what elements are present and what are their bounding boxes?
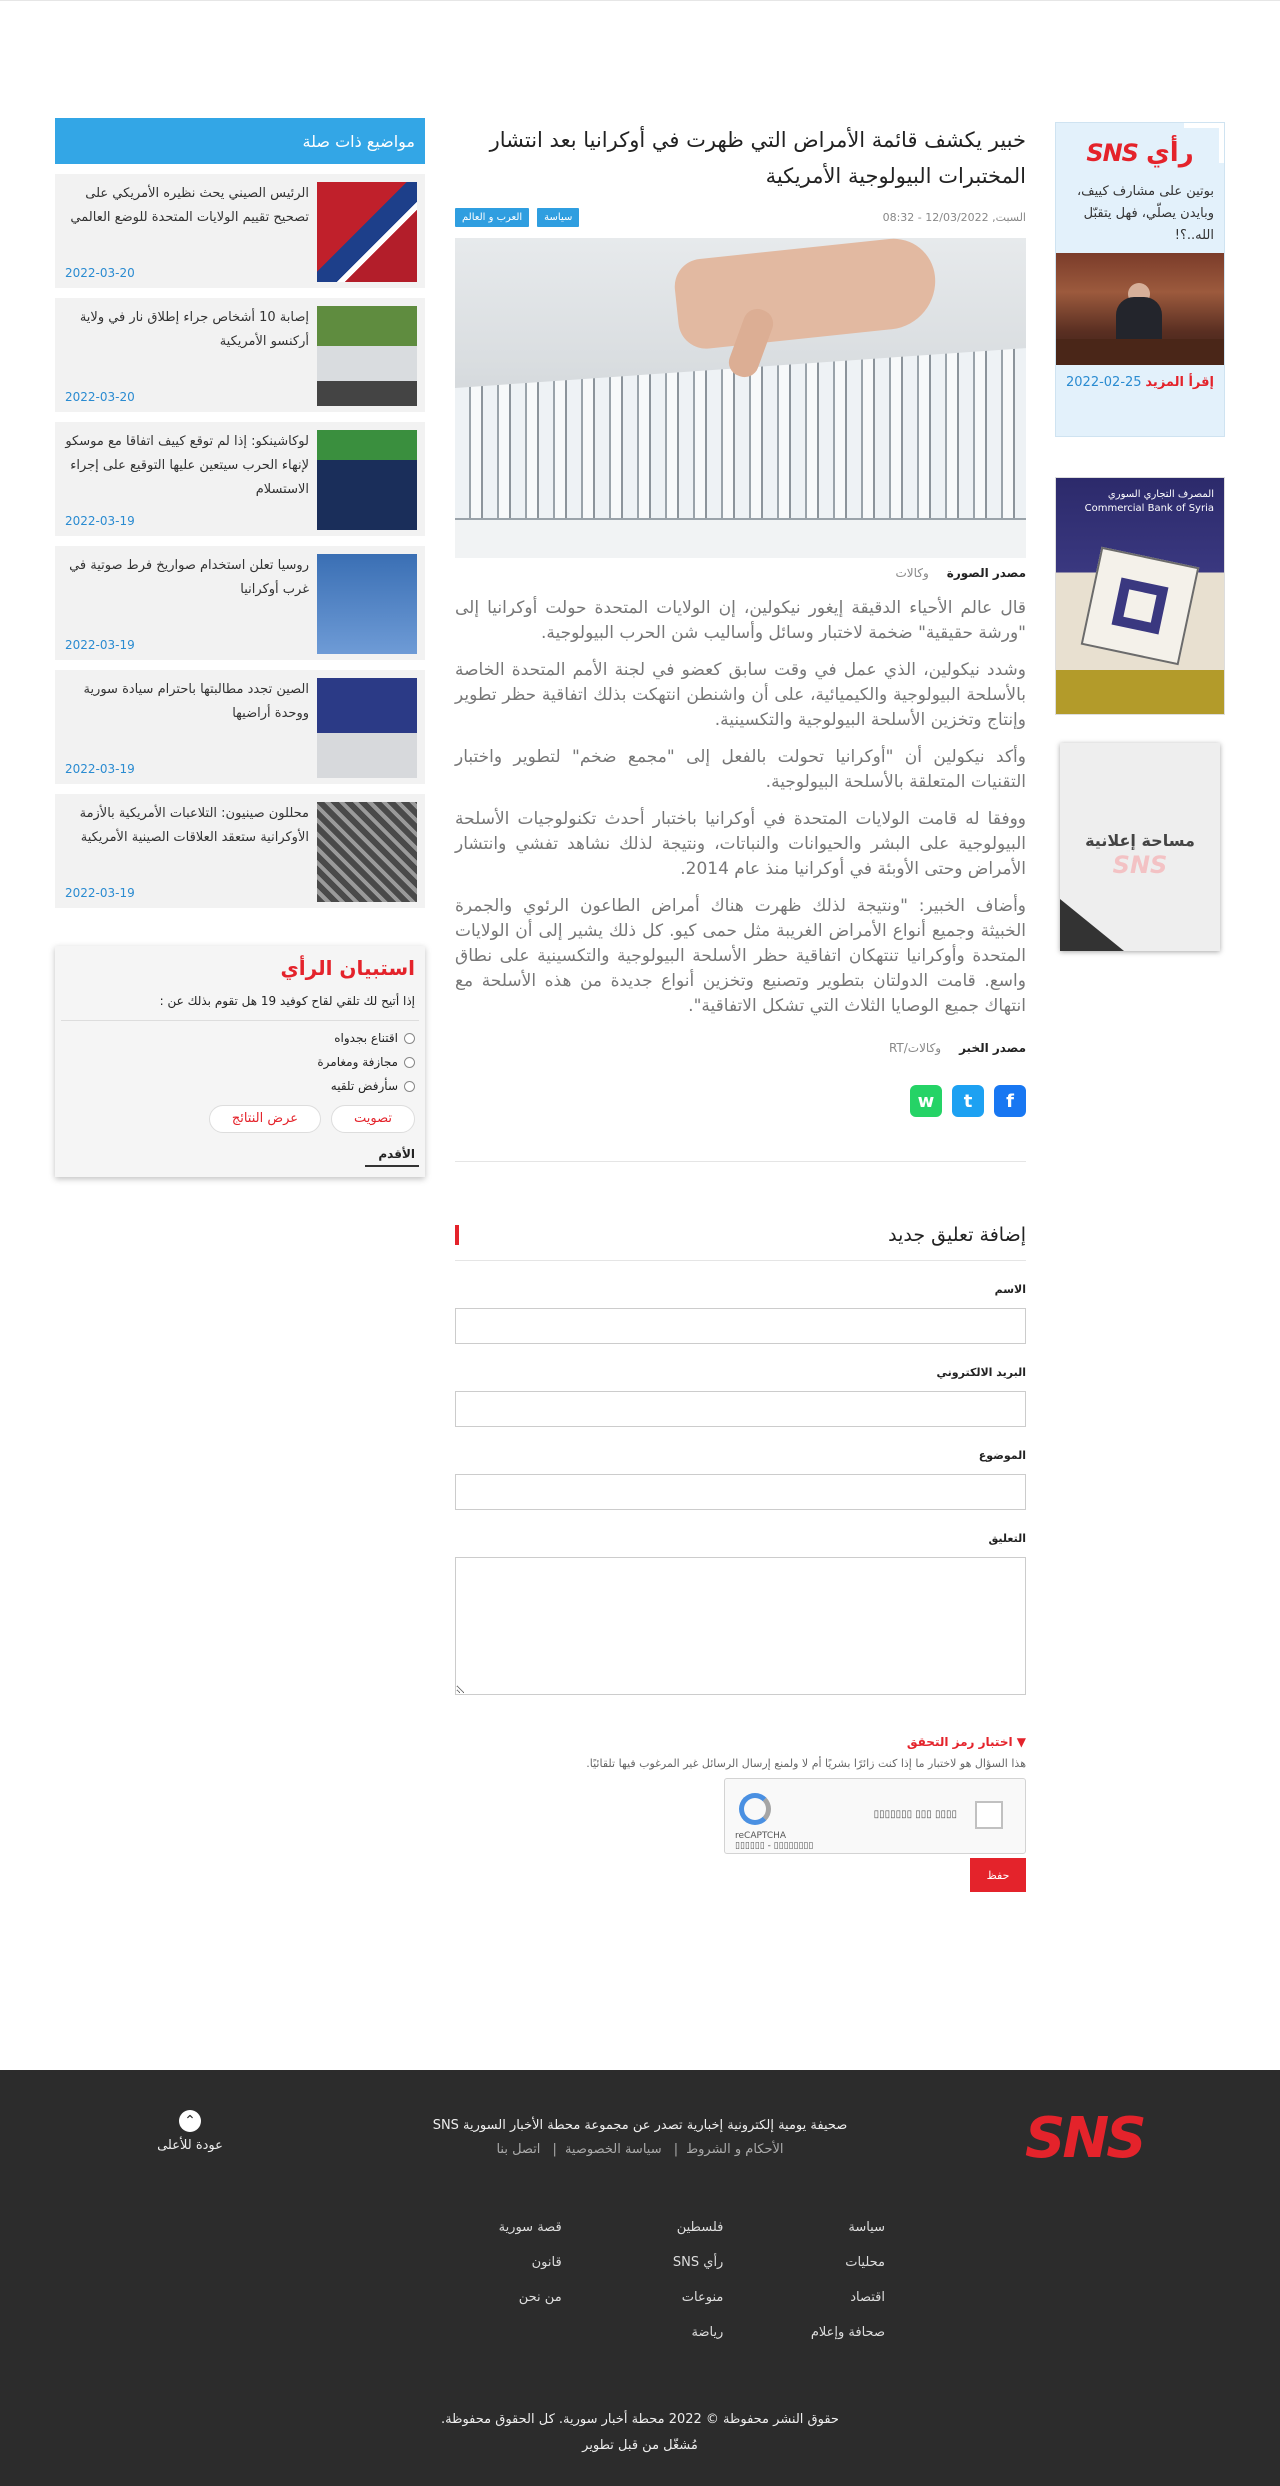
related-body [61, 802, 309, 900]
related-date: 2022-03-20 [65, 390, 135, 404]
email-label: البريد الالكتروني [936, 1366, 1026, 1379]
recaptcha-checkbox[interactable] [975, 1801, 1003, 1829]
news-source [455, 1041, 1026, 1055]
heading-accent-bar [455, 1225, 459, 1245]
read-more-link[interactable]: إقرأ المزيد [1145, 375, 1214, 390]
poll-question: إذا أتيح لك تلقي لقاح كوفيد 19 هل تقوم بذلك عن : [61, 994, 419, 1021]
cube-graphic [1081, 547, 1200, 666]
article-tags [455, 208, 579, 227]
footer-nav-item[interactable]: منوعات [681, 2290, 724, 2305]
news-source-value: وكالات/RT [888, 1041, 942, 1055]
related-thumbnail[interactable] [317, 802, 417, 902]
opinion-box[interactable] [1055, 122, 1225, 437]
bank-name-ar: المصرف التجاري السوري [1107, 489, 1214, 500]
article-paragraph: وأضاف الخبير: "ونتيجة لذلك ظهرت هناك أمراض الطاعون الرئوي والجمرة الخبيثة وجميع أنواع الأمراض الغريبة مثل حمى كيو. كل ذلك يشير إلى أن الولايات المتحدة وأوكرانيا تنتهكان اتفاقية حظر الأسلحة البيولوجية والتكسينية على نطاق واسع. قامت الدولتان بتطوير وتصنيع وتخزين أنواع جديدة من هذه الأسلحة مع انتهاك جميع الوصايا الثلاث التي تشكل الاتفاقية". [455, 896, 1026, 1016]
related-date: 2022-03-19 [65, 886, 135, 900]
name-label: الاسم [994, 1283, 1026, 1296]
footer-nav [400, 2220, 885, 2340]
comment-label: التعليق [988, 1532, 1026, 1545]
poll-box [55, 946, 425, 1177]
footer-nav-item[interactable]: صحافة وإعلام [810, 2325, 885, 2340]
radio-icon[interactable] [404, 1057, 415, 1068]
recaptcha-links: ▯▯▯▯▯▯ - ▯▯▯▯▯▯▯▯ [735, 1841, 814, 1851]
opinion-image[interactable] [1056, 253, 1224, 365]
footer-links: الأحكام و الشروط| سياسة الخصوصية| اتصل بنا [496, 2142, 784, 2157]
related-thumbnail[interactable] [317, 554, 417, 654]
poll-buttons [61, 1105, 419, 1133]
article-date: السبت, 12/03/2022 - 08:32 [882, 210, 1026, 224]
footer-nav-item[interactable]: من نحن [518, 2290, 562, 2305]
article-paragraph: وشدد نيكولين، الذي عمل في وقت سابق كعضو في لجنة الأمم المتحدة الخاصة بالأسلحة البيولوجية والكيميائية، على أن واشنطن انتهكت بذلك اتفاقية حظر تطوير وإنتاج وتخزين الأسلحة البيولوجية والتكسينية. [455, 660, 1026, 730]
ad-space-label: مساحة إعلانية [1085, 831, 1195, 850]
comment-heading [455, 1224, 1026, 1261]
opinion-title: رأي [1145, 138, 1194, 168]
related-thumbnail[interactable] [317, 678, 417, 778]
captcha-description: هذا السؤال هو لاختبار ما إذا كنت زائرًا بشريًا أم لا ولمنع إرسال الرسائل غير المرغوب فيها تلقائيًا. [586, 1757, 1026, 1770]
image-source [455, 566, 1026, 580]
related-title[interactable]: لوكاشينكو: إذا لم توقع كييف اتفاقا مع موسكو لإنهاء الحرب سيتعين عليها التوقيع على إجراء الاستسلام [65, 434, 309, 497]
footer-nav-item[interactable]: قصة سورية [498, 2220, 562, 2235]
save-button[interactable]: حفظ [970, 1858, 1026, 1892]
related-item[interactable] [55, 174, 425, 288]
footer-nav-item[interactable]: رياضة [691, 2325, 724, 2340]
related-title[interactable]: روسيا تعلن استخدام صواريخ فرط صوتية في غرب أوكرانيا [69, 558, 309, 597]
radio-icon[interactable] [404, 1081, 415, 1092]
footer-nav-item[interactable]: رأي SNS [672, 2255, 724, 2270]
recaptcha-brand: reCAPTCHA [735, 1831, 787, 1841]
tray-graphic [455, 518, 1026, 558]
privacy-link[interactable]: سياسة الخصوصية [564, 2142, 662, 2157]
related-date: 2022-03-20 [65, 266, 135, 280]
captcha-title[interactable]: ▼ اختبار رمز التحقق [906, 1735, 1026, 1749]
email-input[interactable] [455, 1391, 1026, 1427]
related-body [61, 182, 309, 280]
older-polls-tab[interactable]: الأقدم [365, 1143, 419, 1167]
twitter-icon[interactable]: t [952, 1085, 984, 1117]
related-item[interactable] [55, 298, 425, 412]
article-image [455, 238, 1026, 558]
right-sidebar [1055, 122, 1225, 951]
related-title[interactable]: الرئيس الصيني يحث نظيره الأمريكي على تصحيح تقييم الولايات المتحدة للوضع العالمي [70, 186, 309, 225]
top-divider [0, 0, 1280, 1]
related-thumbnail[interactable] [317, 430, 417, 530]
poll-option[interactable] [61, 1031, 419, 1045]
sns-logo: SNS [1086, 139, 1138, 167]
ad-bottom-bar [1056, 670, 1224, 714]
recaptcha-text [735, 1831, 813, 1851]
opinion-date: 2022-02-25 [1066, 375, 1142, 390]
related-body [61, 554, 309, 652]
name-input[interactable] [455, 1308, 1026, 1344]
image-source-label: مصدر الصورة [946, 566, 1026, 580]
related-heading: مواضيع ذات صلة [55, 118, 425, 164]
article-paragraph: وأكد نيكولين أن "أوكرانيا تحولت بالفعل إلى "مجمع ضخم" لتطوير واختبار التقنيات المتعلقة بالأسلحة البيولوجية. [455, 747, 1026, 792]
article-meta [455, 206, 1026, 228]
subject-label: الموضوع [978, 1449, 1026, 1462]
back-to-top-label[interactable]: عودة للأعلى [157, 2138, 223, 2153]
poll-option-label: اقتناع بجدواه [334, 1031, 398, 1045]
related-title[interactable]: إصابة 10 أشخاص جراء إطلاق نار في ولاية أركنسو الأمريكية [79, 310, 309, 349]
footer-nav-item[interactable]: قانون [531, 2255, 562, 2270]
tag-world[interactable]: العرب و العالم [455, 208, 529, 227]
copyright: حقوق النشر محفوظة © 2022 محطة أخبار سورية. كل الحقوق محفوظة. [441, 2412, 839, 2427]
related-thumbnail[interactable] [317, 182, 417, 282]
bank-name [1085, 488, 1214, 516]
opinion-footer [1066, 375, 1214, 390]
article-title: خبير يكشف قائمة الأمراض التي ظهرت في أوكرانيا بعد انتشار المختبرات البيولوجية الأمريكية [489, 128, 1026, 188]
footer-nav-item[interactable]: محليات [845, 2255, 885, 2270]
footer-nav-item[interactable]: سياسة [848, 2220, 885, 2235]
poll-title: استبيان الرأي [280, 956, 415, 980]
related-date: 2022-03-19 [65, 514, 135, 528]
article [455, 122, 1026, 1892]
related-body [61, 430, 309, 528]
news-source-label: مصدر الخبر [959, 1041, 1026, 1055]
related-title[interactable]: محللون صينيون: التلاعبات الأمريكية بالأزمة الأوكرانية ستعقد العلاقات الصينية الأمريكية [79, 806, 309, 845]
article-paragraph: ووفقا له قامت الولايات المتحدة في أوكرانيا باختبار أحدث تكنولوجيات الأسلحة البيولوجية على البشر والحيوانات والنباتات، ونتيجة لذلك نشاهد تفشي وانتشار الأمراض وحتى الأوبئة في أوكرانيا منذ عام 2014. [455, 809, 1026, 879]
terms-link[interactable]: الأحكام و الشروط [686, 2142, 784, 2157]
image-source-value: وكالات [895, 566, 929, 580]
footer-logo[interactable]: SNS [1025, 2106, 1144, 2171]
recaptcha-icon [739, 1793, 771, 1825]
pew [1056, 339, 1224, 365]
poll-option-label: سأرفض تلقيه [330, 1079, 398, 1093]
tag-politics[interactable]: سياسة [537, 208, 579, 227]
related-item[interactable] [55, 546, 425, 660]
share-bar [455, 1085, 1026, 1117]
footer-nav-item[interactable]: فلسطين [676, 2220, 724, 2235]
ad-space-banner[interactable] [1060, 743, 1220, 951]
frame-corner [1184, 123, 1224, 163]
poll-option[interactable] [61, 1055, 419, 1069]
related-body [61, 678, 309, 776]
related-item[interactable] [55, 794, 425, 908]
related-body [61, 306, 309, 404]
poll-option-label: مجازفة ومغامرة [317, 1055, 398, 1069]
chevron-up-icon[interactable]: ⌃ [179, 2110, 201, 2132]
contact-link[interactable]: اتصل بنا [496, 2142, 541, 2157]
bank-name-en: Commercial Bank of Syria [1084, 503, 1214, 514]
facebook-icon[interactable]: f [994, 1085, 1026, 1117]
ad-corner-triangle [1060, 899, 1124, 951]
bank-ad[interactable] [1055, 477, 1225, 715]
vote-button[interactable]: تصويت [331, 1105, 415, 1133]
related-title[interactable]: الصين تجدد مطالبتها باحترام سيادة سورية ووحدة أراضيها [83, 682, 309, 721]
related-date: 2022-03-19 [65, 762, 135, 776]
subject-input[interactable] [455, 1474, 1026, 1510]
radio-icon[interactable] [404, 1033, 415, 1044]
results-button[interactable]: عرض النتائج [209, 1105, 321, 1133]
opinion-text[interactable]: بوتين على مشارف كييف، وبايدن يصلّي، فهل يتقبّل الله..؟! [1076, 184, 1214, 243]
article-paragraph: قال عالم الأحياء الدقيقة إيغور نيكولين، إن الولايات المتحدة حولت أوكرانيا إلى "ورشة حقيقية" ضخمة لاختبار وسائل وأساليب شن الحرب البيولوجية. [455, 598, 1026, 643]
related-thumbnail[interactable] [317, 306, 417, 406]
comment-title: إضافة تعليق جديد [888, 1224, 1026, 1246]
footer [0, 2070, 1280, 2486]
related-date: 2022-03-19 [65, 638, 135, 652]
comment-textarea[interactable] [455, 1557, 1026, 1695]
recaptcha-widget [724, 1778, 1026, 1854]
footer-nav-item[interactable]: اقتصاد [850, 2290, 885, 2305]
poll-option[interactable] [61, 1079, 419, 1093]
recaptcha-check-label: ▯▯▯▯▯▯▯ ▯▯▯ ▯▯▯▯ [873, 1809, 957, 1820]
footer-tagline: صحيفة يومية إلكترونية إخبارية تصدر عن مجموعة محطة الأخبار السورية SNS [432, 2118, 848, 2133]
developer-credit[interactable]: مُشغّل من قبل تطوير [582, 2438, 698, 2453]
left-sidebar [55, 118, 425, 1177]
ad-watermark: SNS [1112, 851, 1168, 879]
hand-graphic [672, 238, 940, 351]
section-divider [455, 1161, 1026, 1162]
related-item[interactable] [55, 422, 425, 536]
back-to-top[interactable] [155, 2110, 225, 2153]
whatsapp-icon[interactable]: w [910, 1085, 942, 1117]
related-item[interactable] [55, 670, 425, 784]
